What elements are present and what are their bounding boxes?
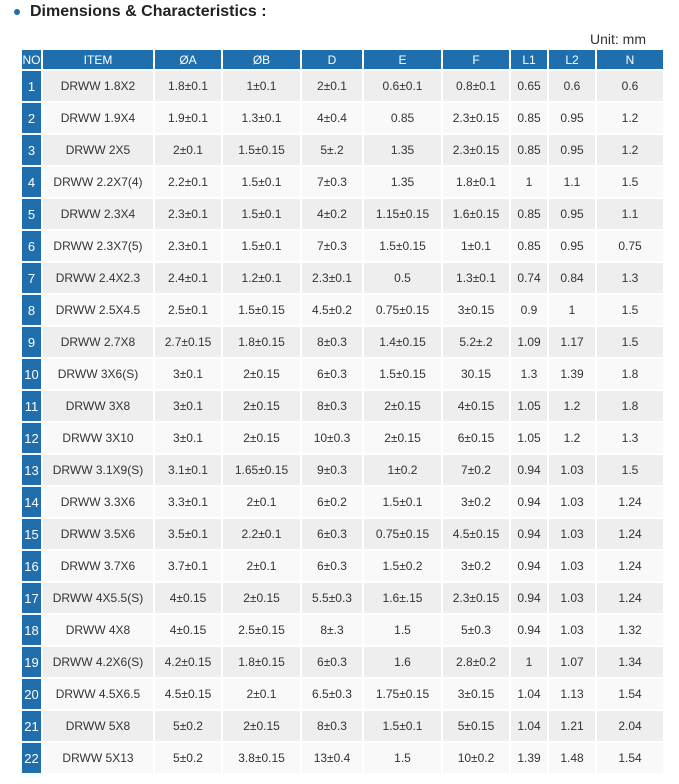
table-cell: 1.17 <box>549 327 595 357</box>
table-cell: 5±.2 <box>302 135 362 165</box>
table-cell: 1.03 <box>549 487 595 517</box>
table-cell: 5±0.2 <box>155 711 221 741</box>
table-cell: 1.2±0.1 <box>223 263 300 293</box>
table-row <box>22 583 663 613</box>
row-number: 3 <box>22 135 41 165</box>
table-cell: 2±0.15 <box>223 711 300 741</box>
table-cell: 2.5±0.1 <box>155 295 221 325</box>
item-name: DRWW 3X8 <box>43 391 153 421</box>
table-cell: 0.94 <box>511 551 547 581</box>
table-cell: 3.8±0.15 <box>223 743 300 773</box>
table-row <box>22 359 663 389</box>
item-name: DRWW 4.2X6(S) <box>43 647 153 677</box>
table-cell: 1.35 <box>364 135 441 165</box>
item-name: DRWW 3.1X9(S) <box>43 455 153 485</box>
table-cell: 3±0.2 <box>443 487 509 517</box>
table-cell: 1.03 <box>549 615 595 645</box>
table-cell: 1.03 <box>549 455 595 485</box>
table-cell: 0.94 <box>511 519 547 549</box>
table-cell: 6.5±0.3 <box>302 679 362 709</box>
table-cell: 1.15±0.15 <box>364 199 441 229</box>
column-header: D <box>302 50 362 69</box>
table-cell: 1.3±0.1 <box>443 263 509 293</box>
table-cell: 1.5±0.1 <box>364 711 441 741</box>
table-cell: 3.7±0.1 <box>155 551 221 581</box>
table-cell: 0.94 <box>511 615 547 645</box>
table-cell: 2.04 <box>597 711 663 741</box>
table-cell: 1 <box>511 167 547 197</box>
table-cell: 6±0.3 <box>302 551 362 581</box>
table-row <box>22 71 663 101</box>
table-cell: 7±0.2 <box>443 455 509 485</box>
row-number: 10 <box>22 359 41 389</box>
table-cell: 7±0.3 <box>302 167 362 197</box>
table-cell: 4±0.2 <box>302 199 362 229</box>
table-cell: 1.05 <box>511 423 547 453</box>
table-cell: 2±0.1 <box>223 679 300 709</box>
table-cell: 2.3±0.1 <box>155 231 221 261</box>
table-cell: 2±0.15 <box>223 423 300 453</box>
row-number: 5 <box>22 199 41 229</box>
table-cell: 1.34 <box>597 647 663 677</box>
table-cell: 0.74 <box>511 263 547 293</box>
table-cell: 3±0.1 <box>155 391 221 421</box>
column-header: N <box>597 50 663 69</box>
table-cell: 2.7±0.15 <box>155 327 221 357</box>
row-number: 8 <box>22 295 41 325</box>
section-heading <box>14 1 267 23</box>
table-cell: 1.5 <box>364 743 441 773</box>
item-name: DRWW 4X8 <box>43 615 153 645</box>
row-number: 16 <box>22 551 41 581</box>
table-cell: 1.65±0.15 <box>223 455 300 485</box>
table-cell: 1.2 <box>597 135 663 165</box>
table-cell: 3±0.15 <box>443 679 509 709</box>
item-name: DRWW 3.3X6 <box>43 487 153 517</box>
table-cell: 1.35 <box>364 167 441 197</box>
column-header: L2 <box>549 50 595 69</box>
table-cell: 3.5±0.1 <box>155 519 221 549</box>
table-row <box>22 551 663 581</box>
table-cell: 1.5 <box>597 455 663 485</box>
table-cell: 1.5±0.1 <box>223 167 300 197</box>
table-cell: 1.5±0.15 <box>223 295 300 325</box>
table-cell: 1.3±0.1 <box>223 103 300 133</box>
table-cell: 1.03 <box>549 583 595 613</box>
row-number: 9 <box>22 327 41 357</box>
table-cell: 1.5 <box>364 615 441 645</box>
table-cell: 1.04 <box>511 679 547 709</box>
table-row <box>22 711 663 741</box>
table-row <box>22 199 663 229</box>
table-cell: 0.85 <box>511 231 547 261</box>
table-cell: 0.75±0.15 <box>364 295 441 325</box>
table-cell: 4±0.15 <box>443 391 509 421</box>
table-cell: 2±0.1 <box>155 135 221 165</box>
item-name: DRWW 3.7X6 <box>43 551 153 581</box>
item-name: DRWW 2.3X7(5) <box>43 231 153 261</box>
table-row <box>22 647 663 677</box>
table-cell: 7±0.3 <box>302 231 362 261</box>
table-cell: 1.8±0.1 <box>443 167 509 197</box>
table-cell: 1.75±0.15 <box>364 679 441 709</box>
row-number: 1 <box>22 71 41 101</box>
table-row <box>22 743 663 773</box>
table-cell: 1.13 <box>549 679 595 709</box>
table-row <box>22 103 663 133</box>
table-cell: 0.94 <box>511 455 547 485</box>
item-name: DRWW 2.5X4.5 <box>43 295 153 325</box>
table-cell: 2.4±0.1 <box>155 263 221 293</box>
row-number: 22 <box>22 743 41 773</box>
row-number: 2 <box>22 103 41 133</box>
table-cell: 5.2±.2 <box>443 327 509 357</box>
table-cell: 1.6±.15 <box>364 583 441 613</box>
table-cell: 0.5 <box>364 263 441 293</box>
table-cell: 1.6±0.15 <box>443 199 509 229</box>
column-header: ITEM <box>43 50 153 69</box>
item-name: DRWW 3X6(S) <box>43 359 153 389</box>
table-cell: 1.24 <box>597 583 663 613</box>
column-header: E <box>364 50 441 69</box>
table-cell: 9±0.3 <box>302 455 362 485</box>
table-cell: 1.24 <box>597 551 663 581</box>
heading-text: Dimensions & Characteristics : <box>30 3 267 20</box>
table-cell: 5±0.3 <box>443 615 509 645</box>
table-cell: 4.5±0.15 <box>155 679 221 709</box>
table-row <box>22 231 663 261</box>
table-cell: 0.6 <box>597 71 663 101</box>
item-name: DRWW 1.8X2 <box>43 71 153 101</box>
table-cell: 2.3±0.15 <box>443 103 509 133</box>
table-cell: 2±0.15 <box>364 423 441 453</box>
table-cell: 1.07 <box>549 647 595 677</box>
table-cell: 2.5±0.15 <box>223 615 300 645</box>
table-cell: 0.75 <box>597 231 663 261</box>
item-name: DRWW 2.7X8 <box>43 327 153 357</box>
table-cell: 1.04 <box>511 711 547 741</box>
table-cell: 5±0.2 <box>155 743 221 773</box>
table-cell: 1.8±0.1 <box>155 71 221 101</box>
row-number: 12 <box>22 423 41 453</box>
table-cell: 0.85 <box>511 103 547 133</box>
table-cell: 8±0.3 <box>302 711 362 741</box>
row-number: 18 <box>22 615 41 645</box>
table-cell: 4.2±0.15 <box>155 647 221 677</box>
row-number: 17 <box>22 583 41 613</box>
table-cell: 1.5±0.1 <box>364 487 441 517</box>
item-name: DRWW 2.3X4 <box>43 199 153 229</box>
column-header: ØA <box>155 50 221 69</box>
table-cell: 1.8 <box>597 359 663 389</box>
table-cell: 1±0.1 <box>223 71 300 101</box>
table-cell: 2.2±0.1 <box>155 167 221 197</box>
table-cell: 1.24 <box>597 487 663 517</box>
table-cell: 1.32 <box>597 615 663 645</box>
table-row <box>22 295 663 325</box>
table-cell: 3.3±0.1 <box>155 487 221 517</box>
table-cell: 6±0.3 <box>302 359 362 389</box>
table-cell: 1±0.1 <box>443 231 509 261</box>
table-cell: 0.95 <box>549 135 595 165</box>
table-cell: 0.75±0.15 <box>364 519 441 549</box>
table-cell: 1.5±0.15 <box>223 135 300 165</box>
table-row <box>22 327 663 357</box>
table-row <box>22 263 663 293</box>
row-number: 13 <box>22 455 41 485</box>
column-header: ØB <box>223 50 300 69</box>
table-cell: 1.24 <box>597 519 663 549</box>
table-cell: 1.39 <box>511 743 547 773</box>
table-cell: 2.3±0.1 <box>155 199 221 229</box>
table-cell: 0.95 <box>549 103 595 133</box>
table-cell: 1.48 <box>549 743 595 773</box>
table-cell: 1.5 <box>597 167 663 197</box>
table-cell: 0.85 <box>364 103 441 133</box>
table-cell: 0.6 <box>549 71 595 101</box>
table-cell: 1.5±0.15 <box>364 231 441 261</box>
table-cell: 2±0.15 <box>223 583 300 613</box>
table-cell: 2±0.1 <box>302 71 362 101</box>
table-cell: 1.8 <box>597 391 663 421</box>
item-name: DRWW 5X8 <box>43 711 153 741</box>
table-cell: 1.6 <box>364 647 441 677</box>
table-cell: 1.5 <box>597 327 663 357</box>
table-cell: 1.39 <box>549 359 595 389</box>
table-cell: 4±0.15 <box>155 615 221 645</box>
table-cell: 1.09 <box>511 327 547 357</box>
table-cell: 6±0.2 <box>302 487 362 517</box>
row-number: 20 <box>22 679 41 709</box>
table-cell: 1.2 <box>549 423 595 453</box>
table-row <box>22 487 663 517</box>
column-header: NO <box>22 50 41 69</box>
table-cell: 1.3 <box>597 423 663 453</box>
table-cell: 1.2 <box>597 103 663 133</box>
table-cell: 0.6±0.1 <box>364 71 441 101</box>
item-name: DRWW 4X5.5(S) <box>43 583 153 613</box>
table-row <box>22 391 663 421</box>
table-cell: 2.8±0.2 <box>443 647 509 677</box>
table-cell: 2±0.15 <box>364 391 441 421</box>
table-cell: 1.54 <box>597 743 663 773</box>
table-row <box>22 679 663 709</box>
table-cell: 0.85 <box>511 199 547 229</box>
row-number: 15 <box>22 519 41 549</box>
item-name: DRWW 2.2X7(4) <box>43 167 153 197</box>
table-row <box>22 167 663 197</box>
table-cell: 8±0.3 <box>302 327 362 357</box>
table-cell: 1.5 <box>597 295 663 325</box>
bullet-icon <box>14 9 20 15</box>
table-cell: 1.1 <box>597 199 663 229</box>
table-row <box>22 519 663 549</box>
table-cell: 10±0.2 <box>443 743 509 773</box>
item-name: DRWW 3.5X6 <box>43 519 153 549</box>
table-cell: 1.21 <box>549 711 595 741</box>
table-cell: 0.95 <box>549 231 595 261</box>
row-number: 4 <box>22 167 41 197</box>
table-cell: 0.9 <box>511 295 547 325</box>
item-name: DRWW 3X10 <box>43 423 153 453</box>
table-cell: 0.85 <box>511 135 547 165</box>
row-number: 6 <box>22 231 41 261</box>
table-cell: 1.2 <box>549 391 595 421</box>
column-header: F <box>443 50 509 69</box>
table-cell: 1 <box>549 295 595 325</box>
table-cell: 1.5±0.15 <box>364 359 441 389</box>
dimensions-table <box>20 48 665 775</box>
table-cell: 1.03 <box>549 551 595 581</box>
table-cell: 2±0.1 <box>223 487 300 517</box>
table-cell: 1.03 <box>549 519 595 549</box>
table-cell: 1.5±0.2 <box>364 551 441 581</box>
table-cell: 10±0.3 <box>302 423 362 453</box>
table-cell: 0.94 <box>511 487 547 517</box>
table-cell: 5.5±0.3 <box>302 583 362 613</box>
item-name: DRWW 2X5 <box>43 135 153 165</box>
table-row <box>22 455 663 485</box>
row-number: 11 <box>22 391 41 421</box>
column-header: L1 <box>511 50 547 69</box>
item-name: DRWW 1.9X4 <box>43 103 153 133</box>
table-cell: 8±.3 <box>302 615 362 645</box>
table-cell: 4±0.4 <box>302 103 362 133</box>
table-row <box>22 615 663 645</box>
table-cell: 1.54 <box>597 679 663 709</box>
table-cell: 6±0.15 <box>443 423 509 453</box>
item-name: DRWW 5X13 <box>43 743 153 773</box>
table-cell: 0.94 <box>511 583 547 613</box>
table-cell: 2.2±0.1 <box>223 519 300 549</box>
table-cell: 2±0.15 <box>223 359 300 389</box>
table-cell: 2.3±0.15 <box>443 135 509 165</box>
table-cell: 1.1 <box>549 167 595 197</box>
table-cell: 3±0.15 <box>443 295 509 325</box>
table-cell: 1.8±0.15 <box>223 647 300 677</box>
row-number: 7 <box>22 263 41 293</box>
table-cell: 3±0.1 <box>155 359 221 389</box>
table-cell: 2.3±0.15 <box>443 583 509 613</box>
table-cell: 1.9±0.1 <box>155 103 221 133</box>
table-cell: 3±0.1 <box>155 423 221 453</box>
table-cell: 0.65 <box>511 71 547 101</box>
row-number: 21 <box>22 711 41 741</box>
table-cell: 1.4±0.15 <box>364 327 441 357</box>
table-cell: 0.95 <box>549 199 595 229</box>
table-cell: 1.3 <box>511 359 547 389</box>
table-cell: 4±0.15 <box>155 583 221 613</box>
table-cell: 2±0.1 <box>223 551 300 581</box>
table-cell: 1±0.2 <box>364 455 441 485</box>
item-name: DRWW 2.4X2.3 <box>43 263 153 293</box>
table-cell: 2±0.15 <box>223 391 300 421</box>
table-cell: 13±0.4 <box>302 743 362 773</box>
table-cell: 3±0.2 <box>443 551 509 581</box>
table-cell: 6±0.3 <box>302 647 362 677</box>
table-cell: 1 <box>511 647 547 677</box>
table-cell: 8±0.3 <box>302 391 362 421</box>
table-row <box>22 135 663 165</box>
table-cell: 4.5±0.15 <box>443 519 509 549</box>
table-header-row <box>22 50 663 69</box>
table-cell: 2.3±0.1 <box>302 263 362 293</box>
table-cell: 0.8±0.1 <box>443 71 509 101</box>
unit-label: Unit: mm <box>590 31 646 47</box>
table-cell: 4.5±0.2 <box>302 295 362 325</box>
row-number: 19 <box>22 647 41 677</box>
table-cell: 1.5±0.1 <box>223 199 300 229</box>
table-cell: 1.8±0.15 <box>223 327 300 357</box>
row-number: 14 <box>22 487 41 517</box>
table-cell: 3.1±0.1 <box>155 455 221 485</box>
table-cell: 30.15 <box>443 359 509 389</box>
table-cell: 1.5±0.1 <box>223 231 300 261</box>
table-cell: 0.84 <box>549 263 595 293</box>
table-cell: 5±0.15 <box>443 711 509 741</box>
table-cell: 1.3 <box>597 263 663 293</box>
table-cell: 6±0.3 <box>302 519 362 549</box>
table-row <box>22 423 663 453</box>
item-name: DRWW 4.5X6.5 <box>43 679 153 709</box>
table-cell: 1.05 <box>511 391 547 421</box>
